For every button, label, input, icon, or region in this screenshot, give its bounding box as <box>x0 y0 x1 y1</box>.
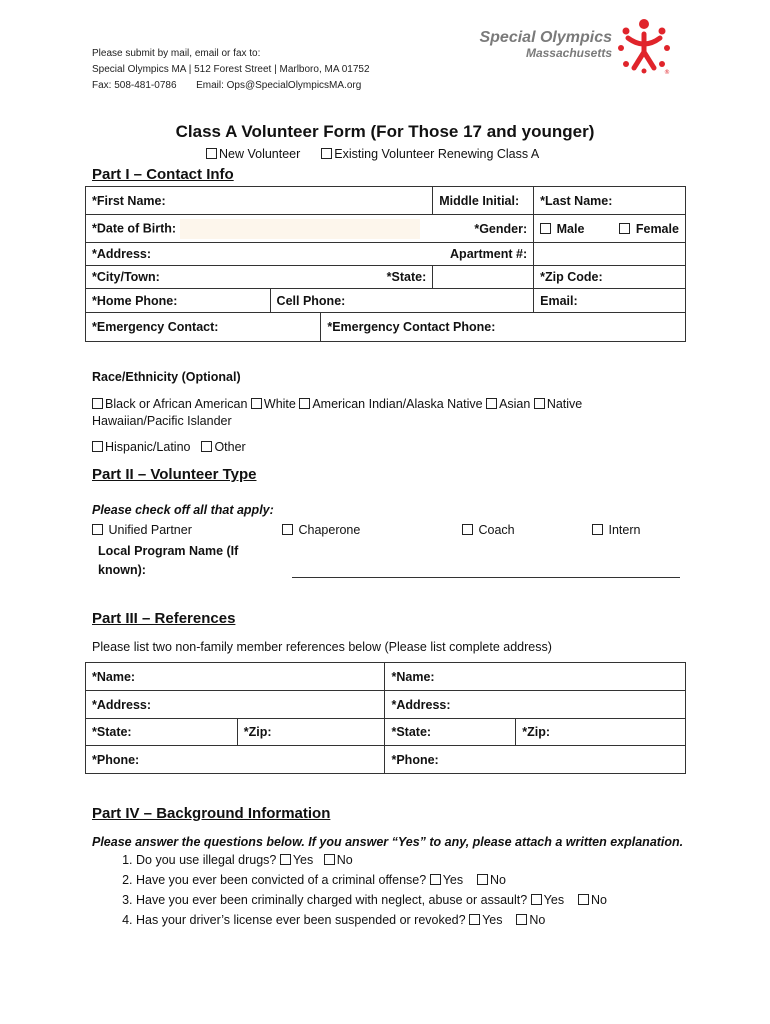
question-item <box>136 850 712 870</box>
cell-phone-field[interactable]: Cell Phone: <box>270 289 534 313</box>
dob-field[interactable] <box>86 215 534 243</box>
apartment-field[interactable] <box>534 243 686 266</box>
ref1-state-field[interactable]: *State: <box>86 719 238 746</box>
ref1-address-field[interactable]: *Address: <box>86 691 385 719</box>
no-label: No <box>490 873 506 887</box>
dob-input[interactable] <box>180 219 420 239</box>
part1-heading: Part I – Contact Info <box>92 166 234 183</box>
logo <box>452 28 612 60</box>
address-label: *Address: <box>92 247 152 261</box>
zip-field[interactable]: *Zip Code: <box>534 266 686 289</box>
chaperone-option <box>282 523 360 537</box>
intern-option <box>592 523 640 537</box>
program-name-input[interactable] <box>292 577 680 578</box>
chaperone-label: Chaperone <box>298 523 361 537</box>
male-label: Male <box>556 221 585 236</box>
question-text: Has your driver’s license ever been suspended or revoked? <box>136 913 466 927</box>
ref2-state-field[interactable]: *State: <box>385 719 516 746</box>
question-item <box>136 890 712 910</box>
asian-checkbox[interactable] <box>486 398 497 409</box>
question-item <box>136 870 712 890</box>
city-label: *City/Town: <box>92 270 160 284</box>
existing-volunteer-label: Existing Volunteer Renewing Class A <box>334 147 540 161</box>
references-table <box>85 662 686 774</box>
gender-label: *Gender: <box>474 221 528 236</box>
existing-volunteer-checkbox[interactable] <box>321 148 332 159</box>
no-label: No <box>529 913 546 927</box>
emergency-phone-field[interactable]: *Emergency Contact Phone: <box>321 313 686 342</box>
form-title: Class A Volunteer Form (For Those 17 and younger) <box>175 122 595 141</box>
unified-option <box>92 523 192 537</box>
intern-checkbox[interactable] <box>592 524 603 535</box>
logo-name: Special Olympics <box>479 29 612 46</box>
white-label: White <box>263 397 296 411</box>
svg-text:®: ® <box>664 69 670 76</box>
part3-instruction: Please list two non-family member references below (Please list complete address) <box>92 640 552 654</box>
yes-label: Yes <box>543 893 565 907</box>
ref2-address-field[interactable]: *Address: <box>385 691 686 719</box>
other-checkbox[interactable] <box>201 441 212 452</box>
state-label: *State: <box>386 270 427 284</box>
native-hawaiian-checkbox[interactable] <box>534 398 545 409</box>
white-checkbox[interactable] <box>251 398 262 409</box>
hispanic-label: Hispanic/Latino <box>105 440 191 454</box>
american-indian-checkbox[interactable] <box>299 398 310 409</box>
ref2-zip-field[interactable]: *Zip: <box>516 719 686 746</box>
ref1-phone-field[interactable]: *Phone: <box>86 746 385 774</box>
logo-state: Massachusetts <box>525 46 612 60</box>
middle-initial-label: Middle Initial: <box>439 193 520 208</box>
address-field[interactable] <box>86 243 534 266</box>
yes-label: Yes <box>482 913 503 927</box>
new-volunteer-label: New Volunteer <box>219 147 301 161</box>
program-name-label <box>98 542 238 580</box>
ref1-zip-field[interactable]: *Zip: <box>237 719 385 746</box>
contact-line <box>92 78 370 94</box>
yes-checkbox[interactable] <box>469 914 480 925</box>
no-checkbox[interactable] <box>324 854 335 865</box>
no-checkbox[interactable] <box>477 874 488 885</box>
yes-checkbox[interactable] <box>280 854 291 865</box>
contact-info-table <box>85 186 686 342</box>
question-text: Have you ever been convicted of a criminal offense? <box>136 873 427 887</box>
no-label: No <box>336 853 353 867</box>
yes-label: Yes <box>292 853 314 867</box>
volunteer-status <box>206 147 539 161</box>
coach-label: Coach <box>478 523 515 537</box>
unified-label: Unified Partner <box>108 523 192 537</box>
unified-checkbox[interactable] <box>92 524 103 535</box>
new-volunteer-checkbox[interactable] <box>206 148 217 159</box>
yes-checkbox[interactable] <box>531 894 542 905</box>
question-text: Do you use illegal drugs? <box>136 853 277 867</box>
yes-checkbox[interactable] <box>430 874 441 885</box>
part4-heading: Part IV – Background Information <box>92 805 331 822</box>
american-indian-label: American Indian/Alaska Native <box>312 397 483 411</box>
other-label: Other <box>214 440 246 454</box>
coach-checkbox[interactable] <box>462 524 473 535</box>
city-field[interactable] <box>86 266 433 289</box>
mailing-address: Special Olympics MA | 512 Forest Street | Marlboro, MA 01752 <box>92 64 370 75</box>
question-text: Have you ever been criminally charged with neglect, abuse or assault? <box>136 893 528 907</box>
part2-instruction: Please check off all that apply: <box>92 503 274 517</box>
race-options <box>92 396 652 430</box>
intern-label: Intern <box>608 523 641 537</box>
asian-label: Asian <box>499 397 531 411</box>
part3-heading: Part III – References <box>92 610 236 627</box>
gender-options <box>534 215 686 243</box>
submit-instructions <box>92 46 370 94</box>
dob-label: *Date of Birth: <box>92 220 177 235</box>
fax-number: Fax: 508-481-0786 <box>92 80 177 91</box>
first-name-field[interactable]: *First Name: <box>86 187 433 215</box>
part2-heading: Part II – Volunteer Type <box>92 466 257 483</box>
hawaiian-label: Hawaiian/Pacific Islander <box>92 414 232 428</box>
email-field[interactable]: Email: <box>534 289 686 313</box>
race-options-2 <box>92 440 246 454</box>
ref1-name-field[interactable]: *Name: <box>86 663 385 691</box>
black-label: Black or African American <box>105 397 248 411</box>
male-checkbox[interactable] <box>540 223 551 234</box>
female-label: Female <box>635 221 679 236</box>
state-field[interactable] <box>433 266 534 289</box>
native-label: Native <box>546 397 583 411</box>
emergency-contact-field[interactable]: *Emergency Contact: <box>86 313 321 342</box>
last-name-field[interactable]: *Last Name: <box>534 187 686 215</box>
female-checkbox[interactable] <box>619 223 630 234</box>
background-questions <box>92 850 712 930</box>
part4-instruction: Please answer the questions below. If you answer “Yes” to any, please attach a written explanation. <box>92 835 684 849</box>
yes-label: Yes <box>442 873 464 887</box>
ref2-phone-field[interactable]: *Phone: <box>385 746 686 774</box>
black-checkbox[interactable] <box>92 398 103 409</box>
coach-option <box>462 523 515 537</box>
program-label-1: Local Program Name (If <box>98 544 239 558</box>
program-label-2: known): <box>98 563 146 577</box>
ref2-name-field[interactable]: *Name: <box>385 663 686 691</box>
email-address: Email: Ops@SpecialOlympicsMA.org <box>196 80 362 91</box>
no-label: No <box>590 893 607 907</box>
race-heading: Race/Ethnicity (Optional) <box>92 370 241 384</box>
middle-initial-field[interactable] <box>433 187 534 215</box>
apartment-label: Apartment #: <box>450 247 528 261</box>
chaperone-checkbox[interactable] <box>282 524 293 535</box>
question-item <box>136 910 712 930</box>
special-olympics-figure-icon <box>616 18 672 76</box>
submit-line: Please submit by mail, email or fax to: <box>92 48 261 59</box>
home-phone-field[interactable]: *Home Phone: <box>86 289 271 313</box>
no-checkbox[interactable] <box>516 914 527 925</box>
hispanic-checkbox[interactable] <box>92 441 103 452</box>
no-checkbox[interactable] <box>578 894 589 905</box>
